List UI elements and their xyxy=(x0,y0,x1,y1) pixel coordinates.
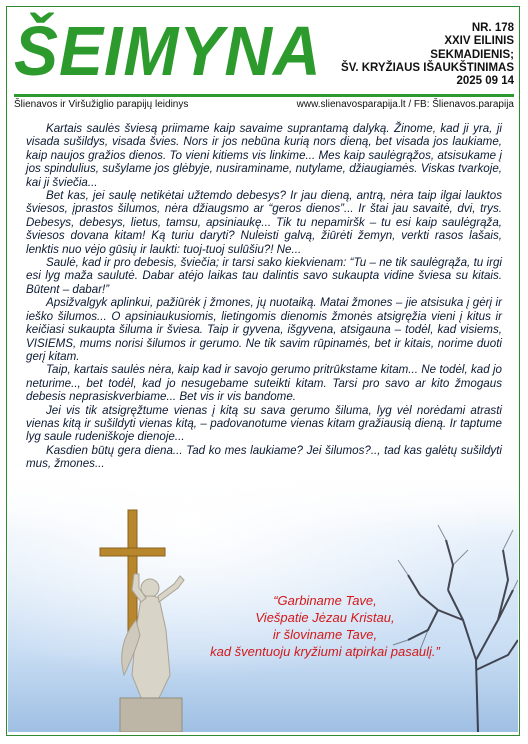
masthead xyxy=(14,12,334,98)
article-paragraph: Apsižvalgyk aplinkui, pažiūrėk į žmones, jų nuotaiką. Matai žmones – jie atsisuka į gėrį ir ieško šilumos... O apsiniaukusiomis, lietingomis dienomis žmonės atsigręžia vieni į kitus ir keičiasi sukaupta šiluma ir šviesa. Taip ir gyvena, išgyvena, atsigauna – todėl, kad visiems, VISIEMS, mums norisi šilumos ir gerumo. Ne tik savim rūpinamės, bet ir kitais, norime duoti gerį kitam. xyxy=(26,296,502,363)
publisher-line xyxy=(14,99,514,113)
issue-number: NR. 178 xyxy=(471,22,514,34)
article-paragraph: Kasdien būtų gera diena... Tad ko mes laukiame? Jei šilumos?.., tad kas galėtų sušildyti mus, žmones... xyxy=(26,443,502,471)
publisher-name: Šlienavos ir Viršužiglio parapijų leidinys xyxy=(14,99,189,110)
issue-sunday-2: SEKMADIENIS; xyxy=(430,48,514,61)
article-paragraph: Jei vis tik atsigręžtume vienas į kitą su sava gerumo šiluma, lyg vėl norėdami atrasti vienas kitą ir sušildyti vienas kitą, – padovanotume vienas kitam gražiausią dieną. Ir taptume lyg saule rudeniškoje dienoje... xyxy=(26,403,502,444)
statue-pedestal xyxy=(120,698,182,732)
quote-line: kad šventuoju kryžiumi atpirkai pasaulį.” xyxy=(210,644,440,659)
quote-line: ir šloviname Tave, xyxy=(272,627,378,642)
website-links[interactable]: www.slienavosparapija.lt / FB: Šlienavos.parapija xyxy=(296,99,514,110)
scripture-quote xyxy=(160,592,490,660)
masthead-divider xyxy=(14,94,514,97)
article-paragraph: Bet kas, jei saulę netikėtai užtemdo debesys? Ir jau dieną, antrą, nėra taip ilgai lauktos šviesos, įprastos šilumos, nėra džiaugsmo ar “geros dienos”... Ir štai jau savaitė, dvi, trys. Debesys, debesys, lietus, tamsu, apsiniaukę... Tik tu nepamiršk – tu esi kaip saulėgrąža, šviesos dovana kitam! Ką turiu daryti? Nuleisti galvą, žiūrėti žemyn, verkti rasos lašais, lenktis nuo vėjo gūsių ir laukti: tuoj-tuoj sulūšiu?! Ne... xyxy=(26,189,502,256)
article-paragraph: Taip, kartais saulės nėra, kaip kad ir savojo gerumo pritrūkstame kitam... Ne todėl, kad jo neturime.., bet todėl, kad jo nesugebame suteikti kitam. Tarsi pro savo ar kito žmogaus debesis neprasiskverbiame... Bet vis ir vis bandome. xyxy=(26,363,502,404)
quote-line: Viešpatie Jėzau Kristau, xyxy=(255,610,395,625)
quote-line: “Garbiname Tave, xyxy=(273,593,377,608)
article-paragraph: Kartais saulės šviesą priimame kaip savaime suprantamą dalyką. Žinome, kad ji yra, ji visada sušildys, visada švies. Nors ir jos nebūna kurią nors dieną, bet visada jos laukiame, kaip naujos gražios dienos. To vieni kitiems vis linkime... Mes kaip saulėgrąžos, atsisukame į jos spindulius, sušylame jos glėbyje, nusiraminame, nutylame, džiaugiamės. Viskas tvarkoje, kai ji šviečia... xyxy=(26,122,502,189)
newsletter-title: ŠEIMYNA xyxy=(14,12,322,90)
issue-sunday-1: XXIV EILINIS xyxy=(444,35,514,48)
issue-feast: ŠV. KRYŽIAUS IŠAUKŠTINIMAS xyxy=(341,61,514,74)
issue-date: 2025 09 14 xyxy=(456,75,514,88)
article-body xyxy=(26,122,502,471)
issue-info xyxy=(324,22,514,88)
article-paragraph: Saulė, kad ir pro debesis, šviečia; ir tarsi sako kiekvienam: “Tu – ne tik saulėgrąža, tu irgi esi lyg maža saulutė. Dabar atėjo laikas tau dalintis savo sukaupta vidine šviesa su kitais. Būtent – dabar!” xyxy=(26,256,502,296)
